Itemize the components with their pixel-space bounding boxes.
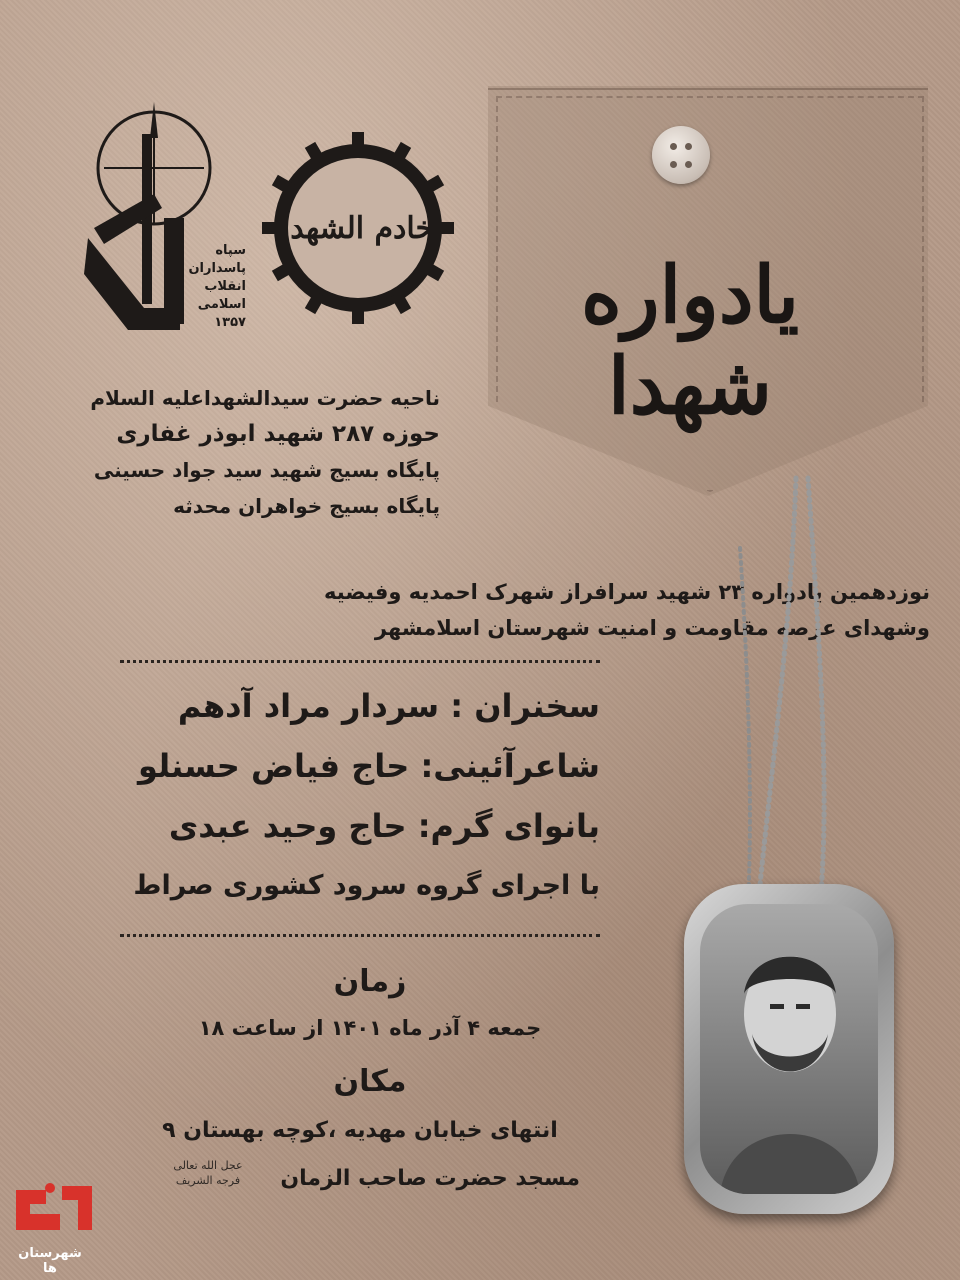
organizer-line: پایگاه بسیج شهید سید جواد حسینی xyxy=(93,458,440,482)
speaker-line: سخنران : سردار مراد آدهم xyxy=(177,687,600,725)
irgc-text-line: پاسداران xyxy=(188,261,246,276)
intro-line: وشهدای عرصه مقاومت و امنیت شهرستان اسلامشهر xyxy=(374,616,930,640)
speaker-line: شاعرآئینی: حاج فیاض حسنلو xyxy=(138,747,600,785)
organizer-line: حوزه ۲۸۷ شهید ابوذر غفاری xyxy=(116,421,440,447)
seal-text: خادم الشهدا xyxy=(281,211,435,246)
speaker-line: بانوای گرم: حاج وحید عبدی xyxy=(168,807,600,845)
irgc-text-line: سپاه xyxy=(215,243,246,258)
portrait-icon xyxy=(700,904,878,1194)
dotted-divider xyxy=(120,660,600,663)
intro-line: نوزدهمین یادواره ۲۳ شهید سرافراز شهرک احمدیه وفیضیه xyxy=(324,580,930,604)
time-label: زمان xyxy=(333,964,407,999)
mosque-blessing: عجل الله تعالی فرجه الشریف xyxy=(173,1159,243,1187)
speaker-line: با اجرای گروه سرود کشوری صراط xyxy=(133,870,600,901)
poster-title: یادواره شهدا xyxy=(580,250,800,432)
irgc-text-line: انقلاب xyxy=(204,279,246,294)
dotted-divider xyxy=(120,934,600,937)
watermark-text: شهرستان ها xyxy=(18,1246,82,1276)
organizer-lines xyxy=(40,380,440,524)
event-intro xyxy=(30,574,930,646)
organizer-line: پایگاه بسیج خواهران محدثه xyxy=(173,494,440,518)
time-value: جمعه ۴ آذر ماه ۱۴۰۱ از ساعت ۱۸ xyxy=(198,1016,542,1040)
martyr-portrait xyxy=(700,904,878,1194)
mosque-name: مسجد حضرت صاحب الزمان xyxy=(280,1166,580,1191)
pocket-top-seam xyxy=(488,88,928,90)
place-label: مکان xyxy=(333,1064,407,1099)
irgc-text-line: اسلامی xyxy=(197,297,246,312)
speakers-list xyxy=(40,676,600,916)
irgc-side-text xyxy=(176,242,246,332)
irgc-text-line: ۱۳۵۷ xyxy=(214,315,246,330)
address-line: انتهای خیابان مهدیه ،کوچه بهستان ۹ xyxy=(162,1118,558,1143)
organizer-line: ناحیه حضرت سیدالشهداعلیه السلام xyxy=(90,386,440,410)
shirt-button-icon xyxy=(652,126,710,184)
khadem-shohada-seal-icon xyxy=(262,132,454,324)
